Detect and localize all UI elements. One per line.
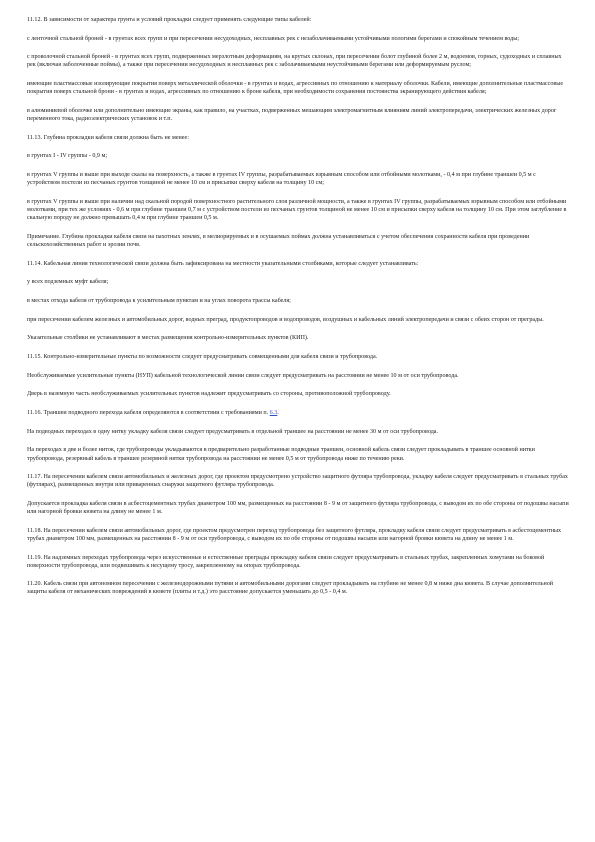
paragraph-11-14: 11.14. Кабельная линия технологической связи должна быть зафиксирована на местности указательными столбиками, которые следует устанавливать:	[27, 260, 419, 267]
paragraph-11-16-suffix: .	[277, 410, 279, 417]
paragraph-nup: Необслуживаемые усилительные пункты (НУП) кабельной технологической линии связи следует предусматривать на расстоянии не менее 10 м от оси трубопровода.	[27, 372, 459, 379]
paragraph-asbestos-pipes: Допускается прокладка кабеля связи в асбестоцементных трубах диаметром 100 мм, размещенных на расстоянии 8 - 9 м от защитного футляра трубопровода, с выводом их по обе стороны от подошвы насыпи или нагорной бровки кювета на длину не менее 1 м.	[27, 500, 569, 516]
paragraph-soil-v-layer: в грунтах V группы и выше при наличии над скальной породой поверхностного растительного слоя различной мощности, а также в грунтах IV группы, разрабатываемых взрывным способом или отбойными молотками, при тех же условиях - 0,6 м при глубине траншеи 0,7 м с устройством постели из песчаных грунтов толщиной не менее 10 см и присыпки сверху кабеля на толщину 10 см. При этом заглубление в скальную породу не должно превышать 0,4 м при глубине траншеи 0,5 м.	[27, 198, 567, 222]
paragraph-markers-kip: Указательные столбики не устанавливают в местах размещения контрольно-измерительных пунктов (КИП).	[27, 335, 309, 342]
paragraph-single-line: На подводных переходах в одну нитку укладку кабеля связи следует предусматривать в отдельной траншее на расстоянии не менее 30 м от оси трубопровода.	[27, 428, 439, 435]
reference-link-6-3[interactable]: 6.3	[269, 410, 278, 417]
paragraph-11-19: 11.19. На надземных переходах трубопровода через искусственные и естественные преграды прокладку кабеля связи следует предусматривать в стальных трубах, закрепленных хомутами на боковой поверхности трубопровода, или подвешивать к несущему тросу, закрепленному на опорах трубопровода.	[27, 554, 545, 569]
paragraph-11-16-text: 11.16. Траншеи подводного перехода кабеля определяются в соответствии с требованиями п.	[27, 410, 269, 417]
paragraph-branch-points: в местах отхода кабеля от трубопровода к усилительным пунктам и на углах поворота трассы кабеля;	[27, 297, 291, 304]
paragraph-armor-tape: с ленточной стальной броней - в грунтах всех групп и при пересечении несудоходных, несплавных рек с незаболачиваемыми устойчивыми пологими берегами и спокойным течением воды;	[27, 35, 520, 42]
paragraph-11-20: 11.20. Кабель связи при автономном пересечении с железнодорожными путями и автомобильными дорогами следует прокладывать на глубине не менее 0,8 м ниже дна кювета. В случае дополнительной защиты кабеля от механических повреждений в кювете (плиты и т.д.) это расстояние допускается уменьшать до 0,5 - 0,4 м.	[27, 581, 554, 596]
paragraph-11-12: 11.12. В зависимости от характера грунта и условий прокладки следует применять следующие типы кабелей:	[27, 17, 312, 23]
paragraph-muffs: у всех подземных муфт кабеля;	[27, 279, 109, 286]
paragraph-armor-wire: с проволочной стальной броней - в грунтах всех групп, подверженных мерзлотным деформациям, на крутых склонах, при пересечении болот глубиной более 2 м, водоемов, горных, судоходных и сплавных рек (включая заболоченные поймы), а также при пересечении несудоходных и несплавных рек с заболачиваемыми неустойчивыми берегами или деформируемым руслом;	[27, 54, 562, 69]
paragraph-11-16	[27, 409, 569, 417]
paragraph-11-15: 11.15. Контрольно-измерительные пункты по возможности следует предусматривать совмещенными для кабеля связи и трубопровода.	[27, 353, 378, 360]
paragraph-aluminum-sheath: в алюминиевой оболочке или дополнительно имеющие экраны, как правило, на участках, подверженных мешающим электромагнитным влияниям линий электропередачи, электрических железных дорог переменного тока, радиоэлектрических установок и т.п.	[27, 107, 557, 123]
paragraph-note: Примечание. Глубина прокладки кабеля связи на пахотных землях, в мелиорируемых и в осушаемых поймах должна устанавливаться с учетом обеспечения сохранности кабеля при проведении сельскохозяйственных работ и эрозии почв.	[27, 233, 530, 248]
paragraph-soil-v-rock: в грунтах V группы и выше при выходе скалы на поверхность, а также в грунтах IV группы, разрабатываемых взрывным способом или отбойными молотками, - 0,4 м при глубине траншеи 0,5 м с устройством постели из песчаных грунтов толщиной не менее 10 см и присыпки сверху кабеля на толщину 10 см;	[27, 172, 536, 187]
paragraph-two-lines: На переходах в две и более ниток, где трубопроводы укладываются в предварительно разработанные подводные траншеи, основной кабель связи следует прокладывать в траншее основной нитки трубопровода, резервный кабель в траншее резервной нитки трубопровода на расстоянии не менее 0,5 м от трубопровода ниже по течению реки.	[27, 447, 535, 462]
paragraph-soil-i-iv: в грунтах I - IV группы - 0,9 м;	[27, 153, 108, 160]
paragraph-plastic-cover: имеющие пластмассовые изолирующие покрытия поверх металлической оболочки - в грунтах и водах, агрессивных по отношению к материалу оболочки. Кабели, имеющие дополнительные пластмассовые покрытия поверх стальной брони - в грунтах и водах, агрессивных по отношению к броне кабеля, при необходимости сохранения постоянства экранирующего действия кабеля;	[27, 81, 564, 96]
paragraph-11-18: 11.18. На пересечении кабелем связи автомобильных дорог, где проектом предусмотрен переход трубопровода без защитного футляра, прокладку кабеля связи следует предусматривать в асбестоцементных трубах диаметром 100 мм, размещенных на расстоянии 8 - 9 м от оси трубопровода, с выводом их по обе стороны от подошвы насыпи или нагорной бровки кювета на длину не менее 1 м.	[27, 527, 562, 542]
paragraph-11-17: 11.17. На пересечении кабелем связи автомобильных и железных дорог, где проектом предусмотрено устройство защитного футляра трубопровода, укладку кабеля следует предусматривать в стальных трубах (футлярах), размещенных внутри или приваренных снаружи защитного футляра трубопровода.	[27, 474, 568, 489]
paragraph-door: Дверь в наземную часть необслуживаемых усилительных пунктов надлежит предусматривать со стороны, противоположной трубопроводу.	[27, 391, 391, 398]
paragraph-crossings: при пересечении кабелем железных и автомобильных дорог, водных преград, продуктопроводов и водопроводов, воздушных и кабельных линий электропередачи и связи с обеих сторон от преграды.	[27, 316, 544, 323]
paragraph-11-13: 11.13. Глубина прокладки кабеля связи должна быть не менее:	[27, 134, 189, 141]
